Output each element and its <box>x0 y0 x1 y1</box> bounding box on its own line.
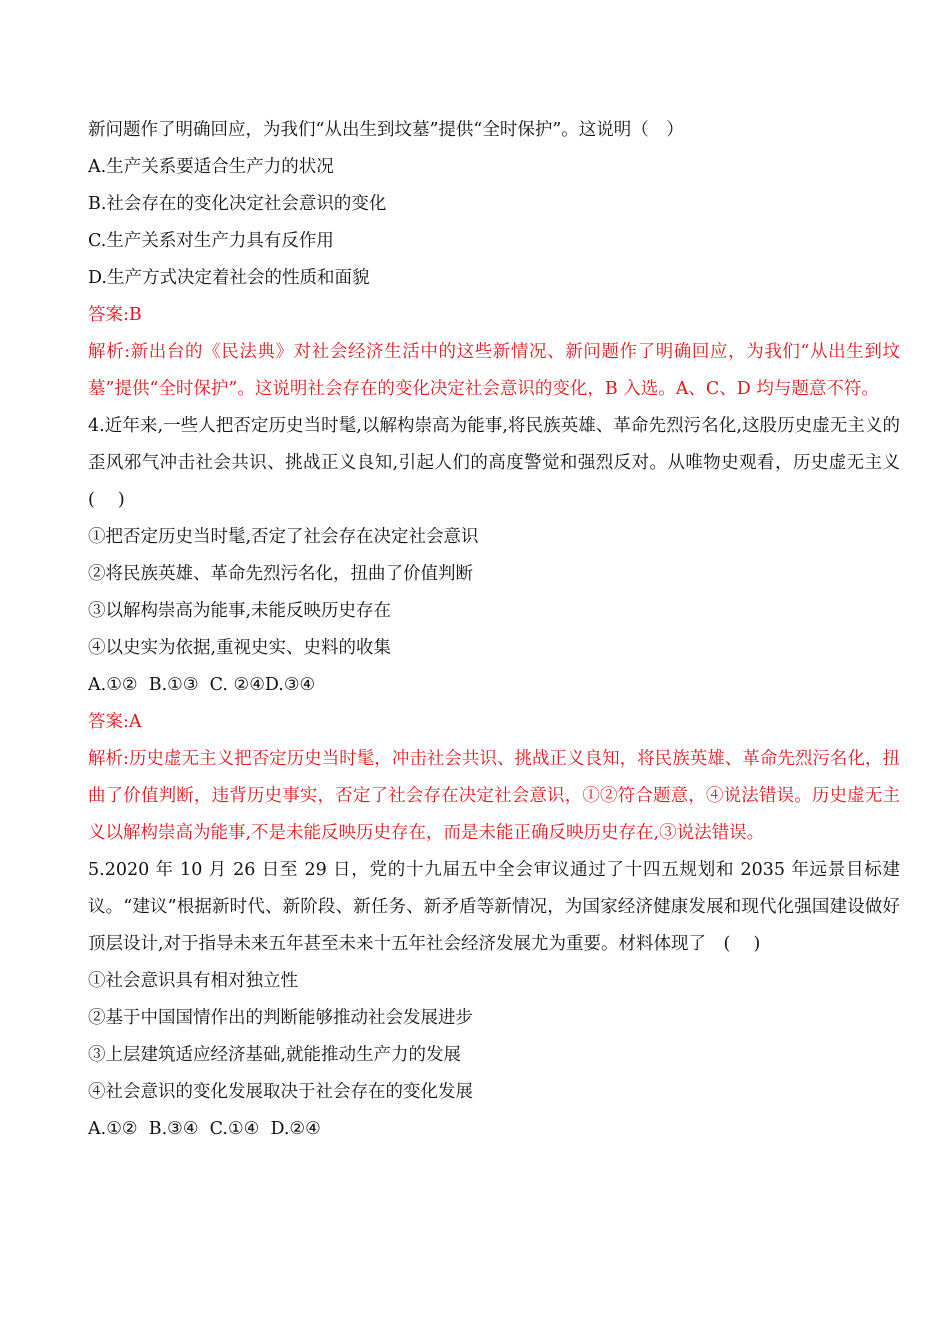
q3-option-d: D.生产方式决定着社会的性质和面貌 <box>88 268 370 288</box>
q3-option-c: C.生产关系对生产力具有反作用 <box>88 231 334 251</box>
q4-stem: 4.近年来,一些人把否定历史当时髦,以解构崇高为能事,将民族英雄、革命先烈污名化,这股历史虚无主义的歪风邪气冲击社会共识、挑战正义良知,引起人们的高度警觉和强烈反对。从唯物史观看，历史虚无主义 ( ) <box>88 416 918 510</box>
q4-item-1: ①把否定历史当时髦,否定了社会存在决定社会意识 <box>88 527 479 547</box>
q5-stem: 5.2020 年 10 月 26 日至 29 日，党的十九届五中全会审议通过了十四五规划和 2035 年远景目标建议。“建议”根据新时代、新阶段、新任务、新矛盾等新情况，为国家经济健康发展和现代化强国建设做好顶层设计,对于指导未来五年甚至未来十五年社会经济发展尤为重要。材料体现了 ( ) <box>88 860 900 954</box>
q5-item-2: ②基于中国国情作出的判断能够推动社会发展进步 <box>88 1008 473 1028</box>
q5-item-3: ③上层建筑适应经济基础,就能推动生产力的发展 <box>88 1045 462 1065</box>
q3-option-b: B.社会存在的变化决定社会意识的变化 <box>88 194 387 214</box>
q3-stem-tail: 新问题作了明确回应，为我们“从出生到坟墓”提供“全时保护”。这说明（ ） <box>88 120 684 140</box>
q4-choices: A.①② B.①③ C. ②④D.③④ <box>88 675 316 695</box>
q4-analysis: 解析:历史虚无主义把否定历史当时髦，冲击社会共识、挑战正义良知，将民族英雄、革命先烈污名化，扭曲了价值判断，违背历史事实，否定了社会存在决定社会意识，①②符合题意，④说法错误。历史虚无主义以解构崇高为能事,不是未能反映历史存在，而是未能正确反映历史存在,③说法错误。 <box>88 749 900 843</box>
q4-item-4: ④以史实为依据,重视史实、史料的收集 <box>88 638 392 658</box>
q3-analysis: 解析:新出台的《民法典》对社会经济生活中的这些新情况、新问题作了明确回应，为我们“从出生到坟墓”提供“全时保护”。这说明社会存在的变化决定社会意识的变化，B 入选。A、C、D 均与题意不符。 <box>88 342 900 399</box>
q5-item-4: ④社会意识的变化发展取决于社会存在的变化发展 <box>88 1082 473 1102</box>
q5-item-1: ①社会意识具有相对独立性 <box>88 971 298 991</box>
q4-item-2: ②将民族英雄、革命先烈污名化，扭曲了价值判断 <box>88 564 473 584</box>
q4-answer: 答案:A <box>88 712 142 732</box>
q3-option-a: A.生产关系要适合生产力的状况 <box>88 157 334 177</box>
q3-answer: 答案:B <box>88 305 142 325</box>
q4-item-3: ③以解构崇高为能事,未能反映历史存在 <box>88 601 392 621</box>
q5-choices: A.①② B.③④ C.①④ D.②④ <box>88 1119 321 1139</box>
